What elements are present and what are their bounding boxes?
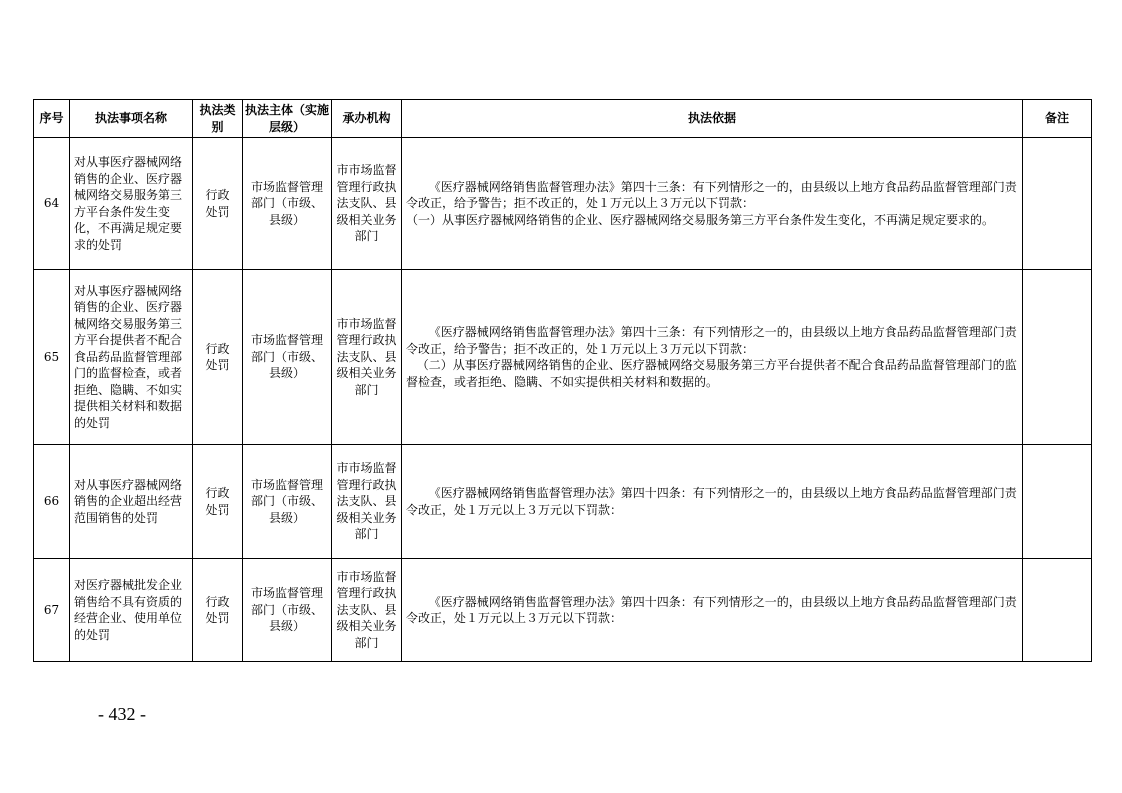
row-basis [402, 559, 1023, 662]
table-row [34, 138, 1092, 270]
row-note [1023, 559, 1092, 662]
row-subject: 市场监督管理部门（市级、县级） [243, 559, 332, 662]
table-header-row [34, 100, 1092, 138]
row-org: 市市场监督管理行政执法支队、县级相关业务部门 [332, 270, 402, 445]
header-no: 序号 [34, 100, 70, 138]
row-name: 对医疗器械批发企业销售给不具有资质的经营企业、使用单位的处罚 [70, 559, 193, 662]
row-category: 行政 处罚 [193, 270, 243, 445]
row-note [1023, 138, 1092, 270]
basis-main: 《医疗器械网络销售监督管理办法》第四十三条：有下列情形之一的，由县级以上地方食品药品监督管理部门责令改正，给予警告；拒不改正的，处１万元以上３万元以下罚款： [406, 179, 1017, 211]
header-category: 执法类别 [193, 100, 243, 138]
row-subject: 市场监督管理部门（市级、县级） [243, 270, 332, 445]
header-basis: 执法依据 [402, 100, 1023, 138]
basis-main: 《医疗器械网络销售监督管理办法》第四十四条：有下列情形之一的，由县级以上地方食品药品监督管理部门责令改正，处１万元以上３万元以下罚款： [406, 486, 1017, 517]
header-org: 承办机构 [332, 100, 402, 138]
page-number: - 432 - [98, 704, 146, 724]
row-note [1023, 270, 1092, 445]
row-no: 67 [34, 559, 70, 662]
table-row [34, 270, 1092, 445]
row-org: 市市场监督管理行政执法支队、县级相关业务部门 [332, 445, 402, 559]
row-name: 对从事医疗器械网络销售的企业超出经营范围销售的处罚 [70, 445, 193, 559]
basis-main: 《医疗器械网络销售监督管理办法》第四十四条：有下列情形之一的，由县级以上地方食品药品监督管理部门责令改正，处１万元以上３万元以下罚款： [406, 594, 1017, 625]
row-category: 行政 处罚 [193, 559, 243, 662]
row-name: 对从事医疗器械网络销售的企业、医疗器械网络交易服务第三方平台提供者不配合食品药品监督管理部门的监督检查，或者拒绝、隐瞒、不如实提供相关材料和数据的处罚 [70, 270, 193, 445]
row-category: 行政 处罚 [193, 138, 243, 270]
header-note: 备注 [1023, 100, 1092, 138]
row-no: 64 [34, 138, 70, 270]
basis-item: （二）从事医疗器械网络销售的企业、医疗器械网络交易服务第三方平台提供者不配合食品药品监督管理部门的监督检查，或者拒绝、隐瞒、不如实提供相关材料和数据的。 [406, 358, 1017, 389]
row-basis [402, 270, 1023, 445]
row-subject: 市场监督管理部门（市级、县级） [243, 138, 332, 270]
basis-main: 《医疗器械网络销售监督管理办法》第四十三条：有下列情形之一的，由县级以上地方食品药品监督管理部门责令改正，给予警告；拒不改正的，处１万元以上３万元以下罚款： [406, 325, 1017, 356]
row-basis [402, 138, 1023, 270]
row-category: 行政 处罚 [193, 445, 243, 559]
row-org: 市市场监督管理行政执法支队、县级相关业务部门 [332, 138, 402, 270]
row-basis [402, 445, 1023, 559]
row-subject: 市场监督管理部门（市级、县级） [243, 445, 332, 559]
enforcement-items-table [33, 99, 1092, 662]
header-subject: 执法主体（实施层级） [243, 100, 332, 138]
row-org: 市市场监督管理行政执法支队、县级相关业务部门 [332, 559, 402, 662]
basis-item: （一）从事医疗器械网络销售的企业、医疗器械网络交易服务第三方平台条件发生变化，不再满足规定要求的。 [406, 212, 995, 227]
row-no: 65 [34, 270, 70, 445]
table-row [34, 559, 1092, 662]
row-note [1023, 445, 1092, 559]
row-name: 对从事医疗器械网络销售的企业、医疗器械网络交易服务第三方平台条件发生变化，不再满足规定要求的处罚 [70, 138, 193, 270]
table-row [34, 445, 1092, 559]
row-no: 66 [34, 445, 70, 559]
header-name: 执法事项名称 [70, 100, 193, 138]
